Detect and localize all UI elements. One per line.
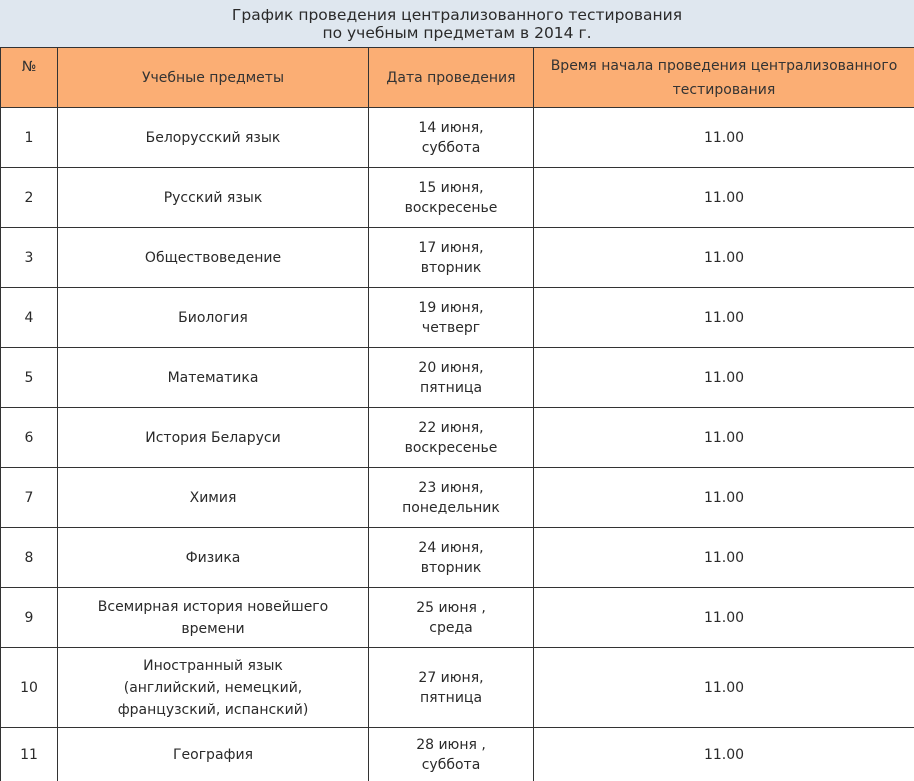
row-time: 11.00: [534, 468, 914, 528]
row-time: 11.00: [534, 588, 914, 648]
row-number: 10: [1, 648, 58, 728]
row-subject: [58, 228, 369, 288]
row-number: 5: [1, 348, 58, 408]
row-date: [369, 408, 534, 468]
row-date: [369, 728, 534, 781]
header-time-line-2: тестирования: [672, 81, 776, 98]
row-number: 6: [1, 408, 58, 468]
header-row: [1, 48, 914, 108]
date-day: 22 июня,: [418, 419, 484, 436]
date-day: 14 июня,: [418, 119, 484, 136]
row-date: [369, 168, 534, 228]
subject-line: География: [172, 746, 254, 763]
date-day: 28 июня ,: [416, 736, 486, 753]
row-date: [369, 648, 534, 728]
date-weekday: воскресенье: [404, 199, 498, 216]
subject-line: Русский язык: [163, 189, 263, 206]
row-date: [369, 228, 534, 288]
row-number: 7: [1, 468, 58, 528]
row-subject: [58, 528, 369, 588]
subject-line: (английский, немецкий,: [123, 679, 303, 696]
table-row: [1, 108, 914, 168]
date-weekday: пятница: [419, 689, 483, 706]
table-row: [1, 588, 914, 648]
date-day: 27 июня,: [418, 669, 484, 686]
row-time: 11.00: [534, 288, 914, 348]
row-time: 11.00: [534, 168, 914, 228]
row-date: [369, 528, 534, 588]
row-date: [369, 348, 534, 408]
subject-line: Физика: [185, 549, 241, 566]
row-time: 11.00: [534, 228, 914, 288]
subject-line: Всемирная история новейшего: [97, 598, 329, 615]
subject-line: Иностранный язык: [143, 657, 283, 674]
header-num: №: [1, 48, 58, 108]
row-subject: [58, 648, 369, 728]
row-subject: [58, 288, 369, 348]
row-subject: [58, 408, 369, 468]
date-weekday: четверг: [421, 319, 481, 336]
table-row: [1, 288, 914, 348]
subject-line: История Беларуси: [145, 429, 281, 446]
date-day: 20 июня,: [418, 359, 484, 376]
date-weekday: вторник: [420, 259, 482, 276]
subject-line: Белорусский язык: [145, 129, 281, 146]
header-subject: Учебные предметы: [58, 48, 369, 108]
date-day: 15 июня,: [418, 179, 484, 196]
header-time: [534, 48, 914, 108]
date-day: 23 июня,: [418, 479, 484, 496]
row-subject: [58, 348, 369, 408]
row-number: 8: [1, 528, 58, 588]
subject-line: времени: [181, 620, 245, 637]
date-day: 17 июня,: [418, 239, 484, 256]
subject-line: Обществоведение: [144, 249, 282, 266]
row-number: 1: [1, 108, 58, 168]
table-row: [1, 468, 914, 528]
row-date: [369, 288, 534, 348]
date-day: 25 июня ,: [416, 599, 486, 616]
row-number: 11: [1, 728, 58, 781]
row-date: [369, 108, 534, 168]
table-row: [1, 228, 914, 288]
row-number: 4: [1, 288, 58, 348]
row-time: 11.00: [534, 728, 914, 781]
row-number: 3: [1, 228, 58, 288]
subject-line: Химия: [189, 489, 237, 506]
subject-line: французский, испанский): [117, 701, 309, 718]
date-weekday: суббота: [421, 756, 481, 773]
date-weekday: среда: [429, 619, 473, 636]
table-row: [1, 348, 914, 408]
table-row: [1, 648, 914, 728]
row-subject: [58, 468, 369, 528]
row-number: 2: [1, 168, 58, 228]
subject-line: Математика: [167, 369, 259, 386]
table-row: [1, 168, 914, 228]
row-date: [369, 468, 534, 528]
header-date: Дата проведения: [369, 48, 534, 108]
row-date: [369, 588, 534, 648]
date-weekday: суббота: [421, 139, 481, 156]
table-row: [1, 528, 914, 588]
date-weekday: вторник: [420, 559, 482, 576]
table-row: [1, 408, 914, 468]
row-subject: [58, 588, 369, 648]
row-time: 11.00: [534, 348, 914, 408]
row-time: 11.00: [534, 108, 914, 168]
header-time-line-1: Время начала проведения централизованного: [550, 57, 898, 74]
date-day: 24 июня,: [418, 539, 484, 556]
row-subject: [58, 728, 369, 781]
table-row: [1, 728, 914, 781]
schedule-table: [0, 47, 914, 781]
date-day: 19 июня,: [418, 299, 484, 316]
date-weekday: пятница: [419, 379, 483, 396]
row-subject: [58, 108, 369, 168]
page-title: [0, 0, 914, 47]
row-time: 11.00: [534, 528, 914, 588]
row-time: 11.00: [534, 648, 914, 728]
date-weekday: понедельник: [402, 499, 500, 516]
row-number: 9: [1, 588, 58, 648]
title-line-1: График проведения централизованного тестирования: [231, 6, 683, 24]
row-time: 11.00: [534, 408, 914, 468]
row-subject: [58, 168, 369, 228]
date-weekday: воскресенье: [404, 439, 498, 456]
title-line-2: по учебным предметам в 2014 г.: [322, 24, 592, 42]
subject-line: Биология: [178, 309, 248, 326]
